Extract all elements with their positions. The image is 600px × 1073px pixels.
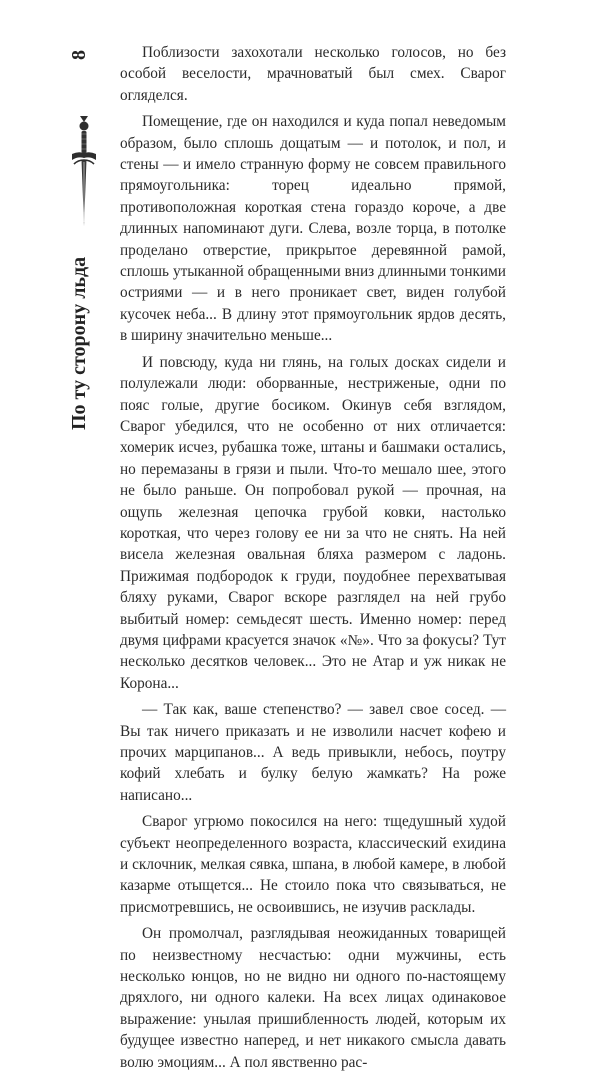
paragraph: Сварог угрюмо покосился на него: тщедушный худой субъект неопределенного возраста, классический ехидина и склочник, мелкая сявка, шпана, в любой камере, в любой казарме отыщется... Не стоило пока что связываться, не присмотревшись, не освоившись, не изучив расклады.: [120, 813, 506, 916]
paragraph: — Так как, ваше степенство? — завел свое сосед. — Вы так ничего приказать и не изволили насчет кофею и прочих марципанов... А ведь привыкли, небось, поутру кофий хлебать и булку белую жамкать? На роже написано...: [120, 701, 506, 804]
sword-icon: [60, 110, 108, 230]
paragraph: Он промолчал, разглядывая неожиданных товарищей по неизвестному несчастью: одни мужчины, есть несколько юнцов, но не видно ни одного по-настоящему дряхлого, ни одного калеки. На всех лицах одинаковое выражение: унылая пришибленность людей, которым их будущее известно наперед, и нет никакого смысла давать волю эмоциям... А пол явственно рас-: [120, 925, 506, 1071]
running-head: [60, 50, 108, 430]
paragraph: И повсюду, куда ни глянь, на голых досках сидели и полулежали люди: оборванные, нестриженые, одни по пояс голые, другие босиком. Окинув себя взглядом, Сварог убедился, что не особенно от них отличается: хомерик исчез, рубашка тоже, штаны и башмаки остались, но перемазаны в грязи и пыли. Что-то мешало шее, этого не было раньше. Он попробовал рукой — прочная, на ощупь железная цепочка грубой ковки, настолько короткая, что через голову ее ни за что не снять. На ней висела железная овальная бляха размером с ладонь. Прижимая подбородок к груди, поудобнее перехватывая бляху руками, Сварог вскоре разглядел на ней грубо выбитый номер: семьдесят шесть. Именно номер: перед двумя цифрами красуется значок «№». Что за фокусы? Тут несколько десятков человек... Это не Атар и уж никак не Корона...: [120, 353, 506, 692]
page-number: 8: [68, 50, 90, 60]
paragraph: Помещение, где он находился и куда попал неведомым образом, было сплошь дощатым — и потолок, и пол, и стены — и имело странную форму не совсем правильного прямоугольника: торец идеально прямой, противоположная короткая стена гораздо короче, а две длинных напоминают дуги. Слева, возле торца, в потолке проделано отверстие, прикрытое деревянной рамой, сплошь утыканной обращенными вниз длинными тонкими остриями — и в него проникает свет, виден голубой кусочек неба... В длину этот прямоугольник ярдов десять, в ширину значительно меньше...: [120, 113, 506, 345]
body-text: [120, 42, 506, 1073]
paragraph: Поблизости захохотали несколько голосов, но без особой веселости, мрачноватый был смех. Сварог огляделся.: [120, 44, 506, 104]
running-title: По ту сторону льда: [68, 256, 90, 430]
